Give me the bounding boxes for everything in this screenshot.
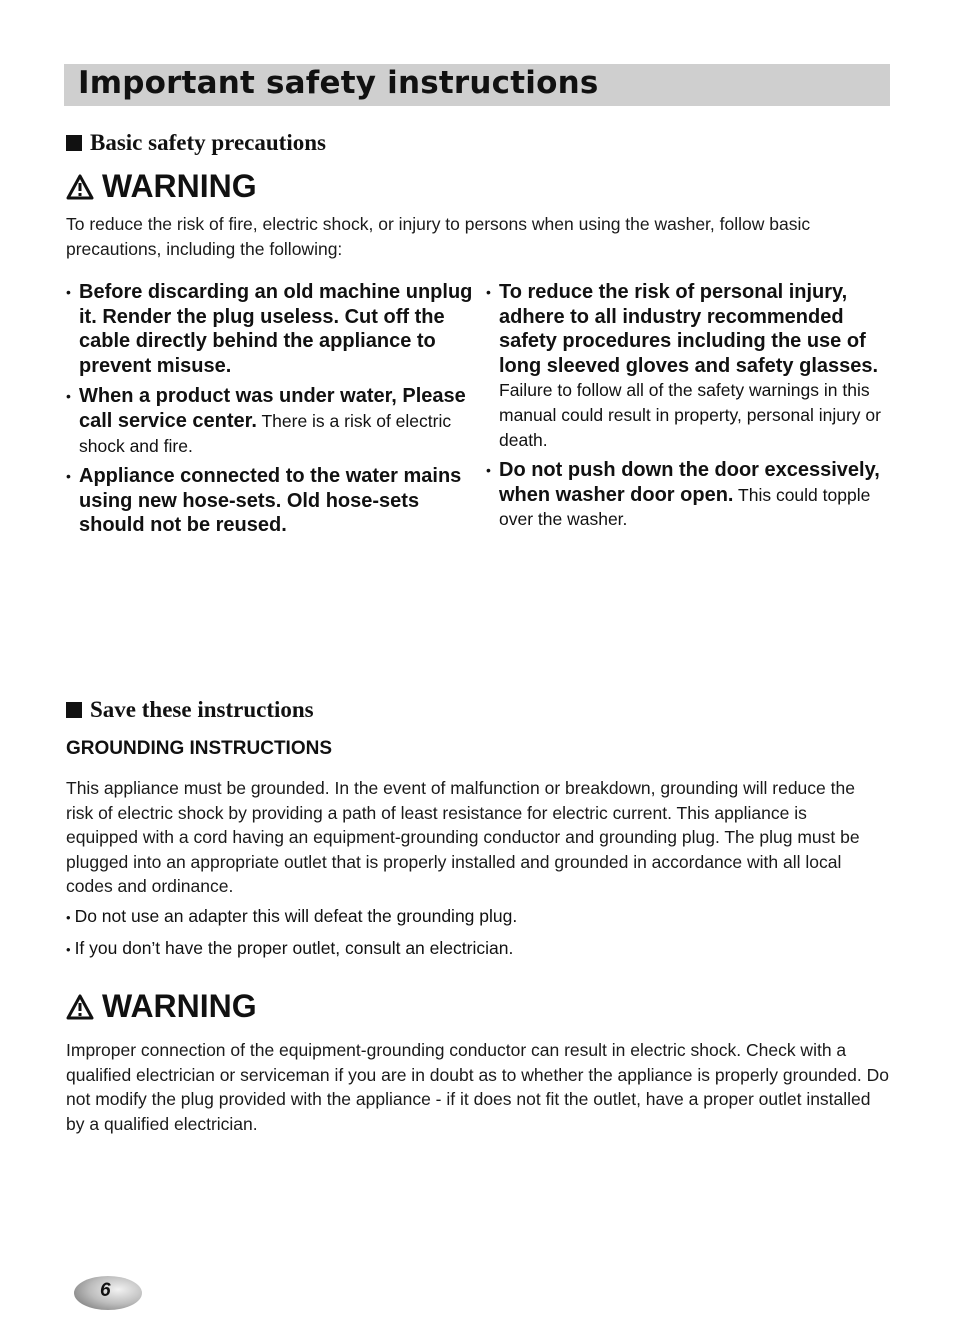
list-item (66, 280, 476, 378)
page-title: Important safety instructions (78, 65, 599, 101)
basic-intro: To reduce the risk of fire, electric shock, or injury to persons when using the washer, follow basic precautions, including the following: (66, 214, 811, 259)
bullet-dot-icon: • (66, 942, 71, 957)
bullet-dot-icon: • (66, 910, 71, 925)
save-instructions-heading-text: Save these instructions (90, 697, 314, 722)
item-normal-text: This could topple over the washer. (499, 484, 871, 530)
warning-label-2: WARNING (102, 988, 257, 1024)
bullet-dot-icon: • (66, 388, 71, 405)
item-normal-text: There is a risk of electric shock and fire. (79, 410, 452, 456)
bullet-dot-icon: • (66, 284, 71, 300)
item-bold-text: Appliance connected to the water mains using new hose-sets. Old hose-sets should not be reused. (79, 465, 462, 537)
warning-triangle-icon (66, 174, 94, 200)
list-item (66, 384, 476, 458)
grounding-bullet (66, 936, 513, 962)
square-bullet-icon (66, 135, 82, 151)
bullet-dot-icon: • (486, 462, 491, 479)
grounding-subheading: GROUNDING INSTRUCTIONS (66, 738, 332, 759)
item-bold-text: Before discarding an old machine unplug it. Render the plug useless. Cut off the cable directly behind the appliance to prevent misuse. (79, 281, 473, 377)
right-column (486, 280, 896, 538)
page-number-badge (72, 1272, 142, 1312)
title-bar (64, 64, 890, 106)
warning-heading-1 (66, 168, 257, 205)
warning-triangle-icon (66, 994, 94, 1020)
bullet-dot-icon: • (486, 284, 491, 300)
grounding-bullet-text: If you don’t have the proper outlet, consult an electrician. (74, 938, 514, 958)
warning-paragraph: Improper connection of the equipment-grounding conductor can result in electric shock. Check with a qualified electrician or serviceman if you are in doubt as to whether the appliance is properly grounded. Do not modify the plug provided with the appliance - if it does not fit the outlet, have a proper outlet installed by a qualified electrician. (66, 1040, 889, 1134)
left-column (66, 280, 476, 544)
page-number: 6 (100, 1280, 111, 1301)
item-bold-text: To reduce the risk of personal injury, adhere to all industry recommended safety procedures including the use of long sleeved gloves and safety glasses. (499, 281, 879, 377)
list-item (486, 458, 896, 532)
basic-safety-heading (66, 130, 326, 156)
warning-label-1: WARNING (102, 168, 257, 204)
basic-safety-heading-text: Basic safety precautions (90, 130, 326, 155)
warning-heading-2 (66, 988, 257, 1025)
grounding-bullet-text: Do not use an adapter this will defeat the grounding plug. (74, 906, 518, 926)
square-bullet-icon (66, 702, 82, 718)
grounding-paragraph: This appliance must be grounded. In the event of malfunction or breakdown, grounding will reduce the risk of electric shock by providing a path of least resistance for electric current. This appliance is equipped with a cord having an equipment-grounding conductor and grounding plug. The plug must be plugged into an appropriate outlet that is properly installed and grounded in accordance with all local codes and ordinance. (66, 778, 860, 896)
item-bold-text: When a product was under water, Please call service center. (79, 385, 466, 432)
item-bold-text: Do not push down the door excessively, when washer door open. (499, 459, 880, 506)
list-item (486, 280, 896, 452)
grounding-bullet (66, 904, 517, 930)
bullet-dot-icon: • (66, 468, 71, 485)
list-item (66, 464, 476, 538)
item-normal-text: Failure to follow all of the safety warnings in this manual could result in property, personal injury or death. (499, 380, 881, 450)
save-instructions-heading (66, 697, 314, 723)
